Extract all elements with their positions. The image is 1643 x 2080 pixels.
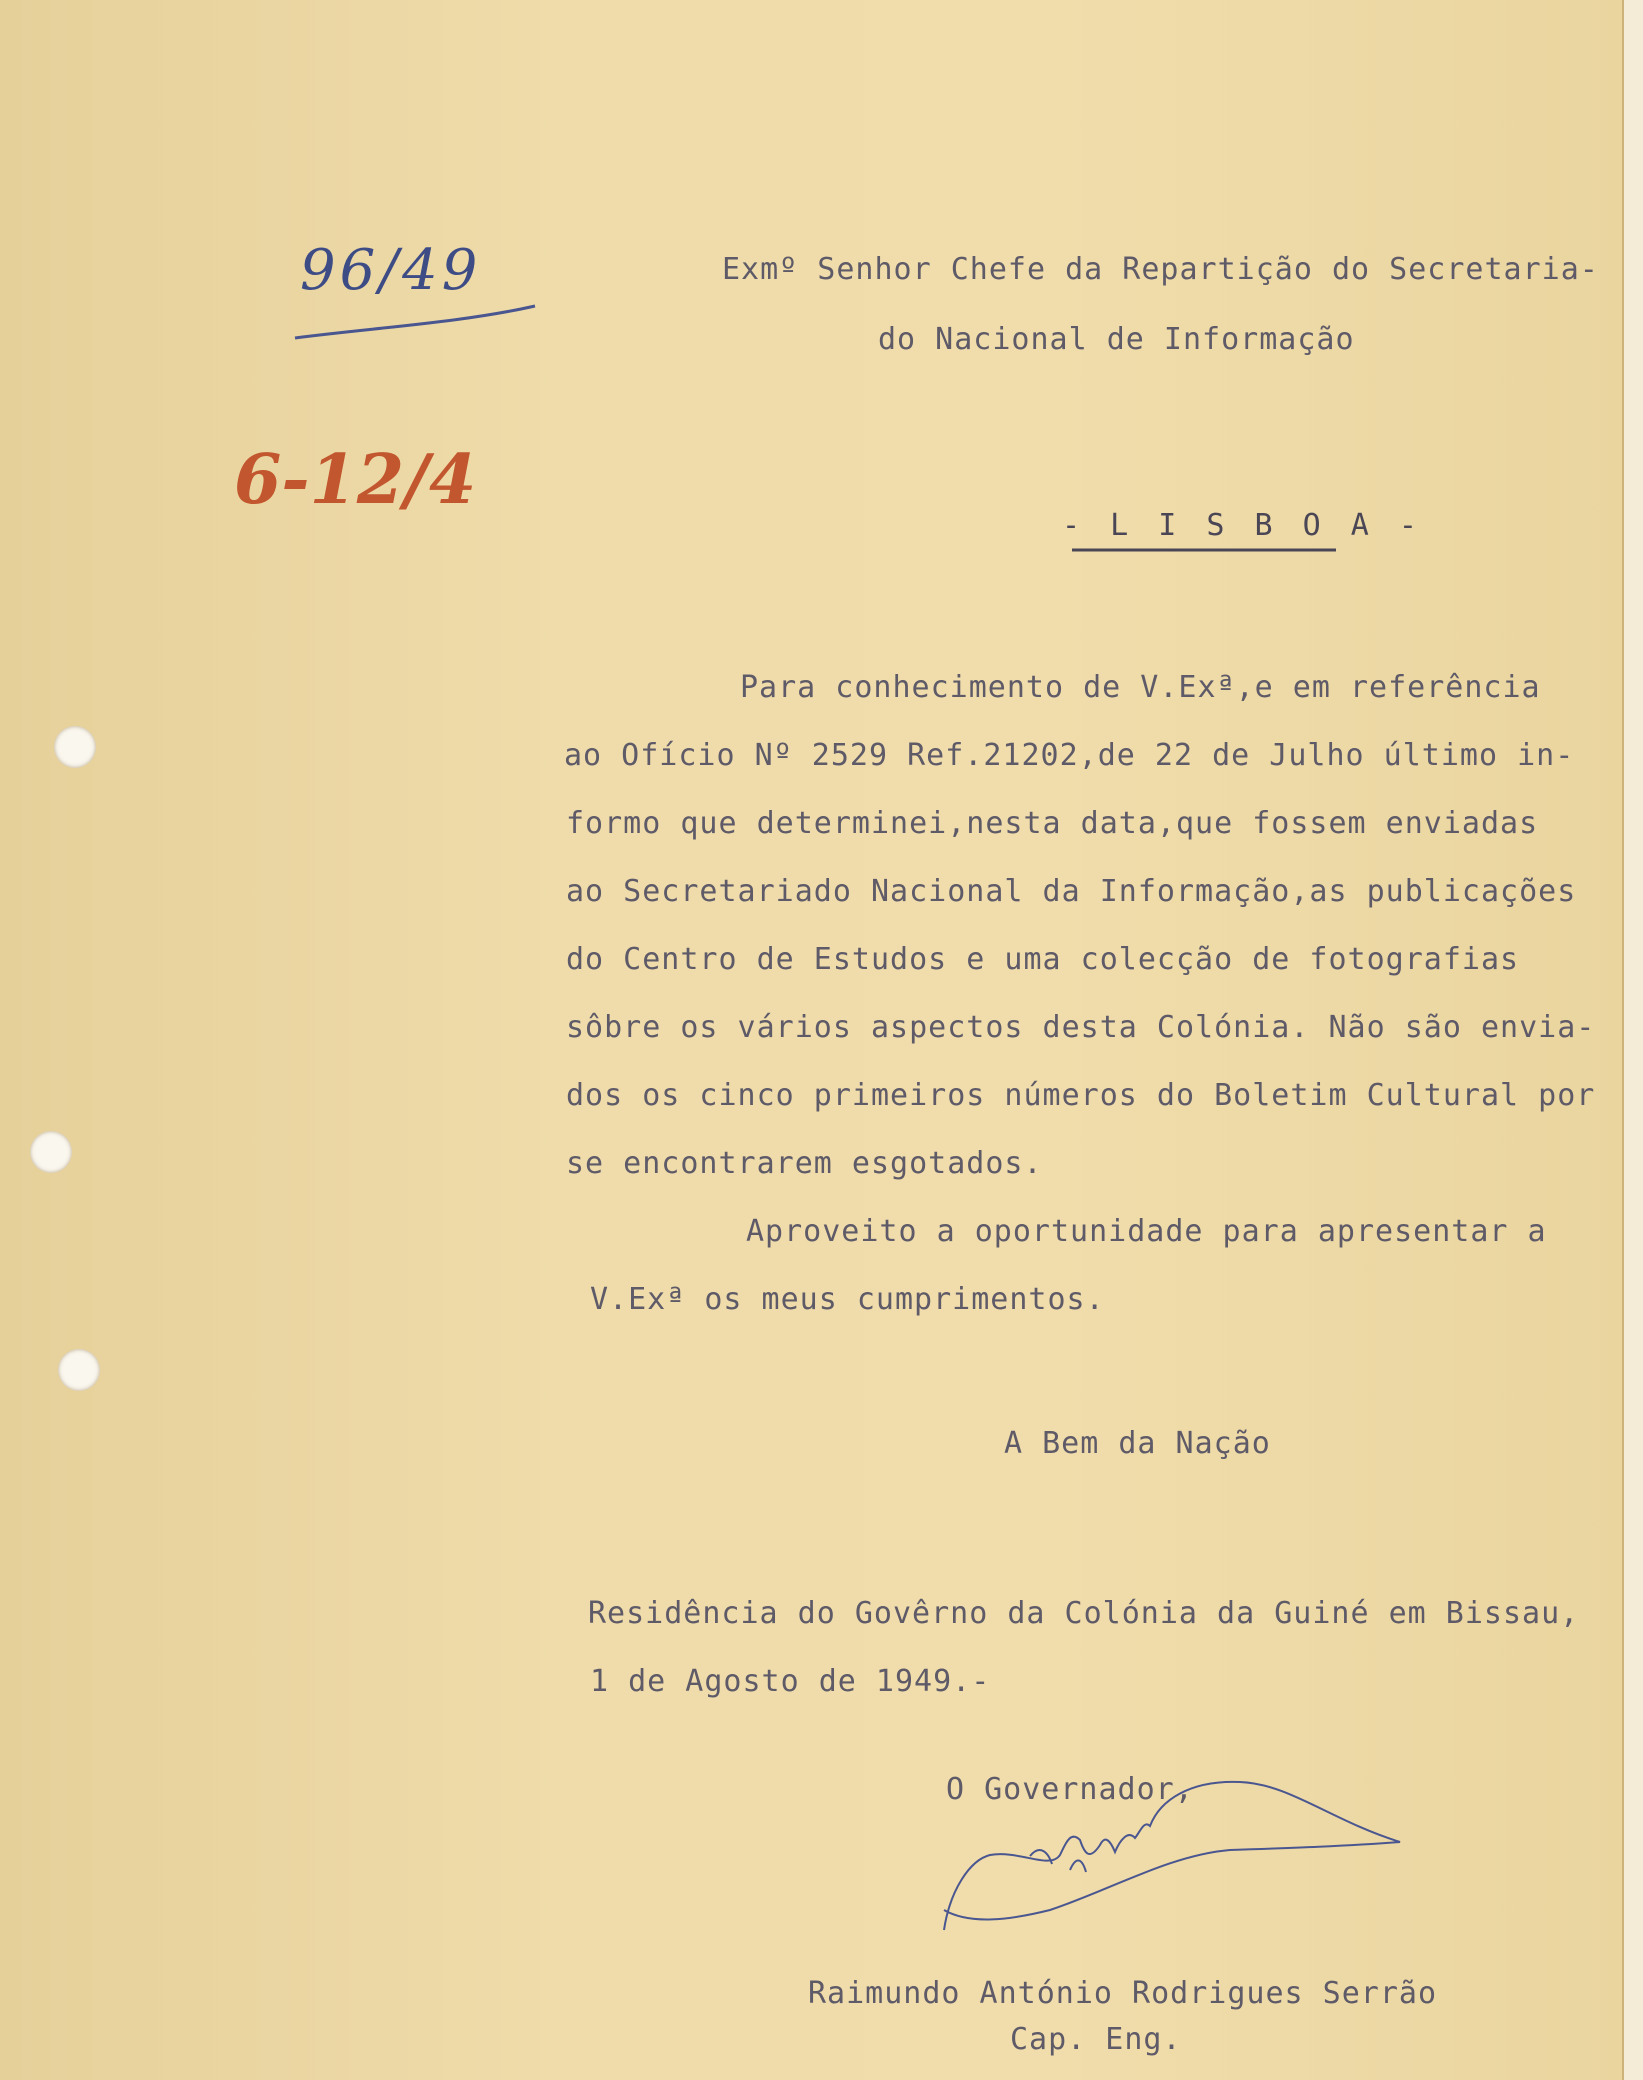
signatory-name: Raimundo António Rodrigues Serrão: [808, 1976, 1438, 2011]
body-line: ao Secretariado Nacional da Informação,as publicações: [566, 874, 1577, 909]
punch-hole: [54, 726, 96, 768]
place-line: Residência do Govêrno da Colónia da Guiné em Bissau,: [588, 1596, 1580, 1631]
body-line: V.Exª os meus cumprimentos.: [590, 1282, 1105, 1317]
body-line: do Centro de Estudos e uma colecção de fotografias: [566, 942, 1520, 977]
body-line: dos os cinco primeiros números do Boletim Cultural por: [566, 1078, 1596, 1113]
address-line-2: do Nacional de Informação: [878, 322, 1355, 357]
city-underline: [1070, 545, 1340, 555]
salutation: A Bem da Nação: [1004, 1426, 1271, 1461]
address-line-1: Exmº Senhor Chefe da Repartição do Secretaria-: [722, 252, 1599, 287]
signatory-rank: Cap. Eng.: [1010, 2022, 1182, 2057]
address-city: - L I S B O A -: [1062, 508, 1423, 543]
date-line: 1 de Agosto de 1949.-: [590, 1664, 991, 1699]
body-line: formo que determinei,nesta data,que fossem enviadas: [566, 806, 1539, 841]
body-line: ao Ofício Nº 2529 Ref.21202,de 22 de Julho último in-: [564, 738, 1575, 773]
signature-mark: [930, 1760, 1410, 1940]
signatory-title: O Governador,: [946, 1772, 1194, 1807]
annotation-underline: [290, 298, 540, 348]
body-line: se encontrarem esgotados.: [566, 1146, 1043, 1181]
body-line: Aproveito a oportunidade para apresentar a: [746, 1214, 1547, 1249]
body-line: Para conhecimento de V.Exª,e em referência: [740, 670, 1541, 705]
paper-edge: [1622, 0, 1643, 2080]
punch-hole: [58, 1349, 100, 1391]
process-number-annotation: 96/49: [300, 238, 482, 303]
punch-hole: [30, 1131, 72, 1173]
body-line: sôbre os vários aspectos desta Colónia. Não são envia-: [566, 1010, 1596, 1045]
date-annotation: 6-12/4: [234, 440, 477, 520]
